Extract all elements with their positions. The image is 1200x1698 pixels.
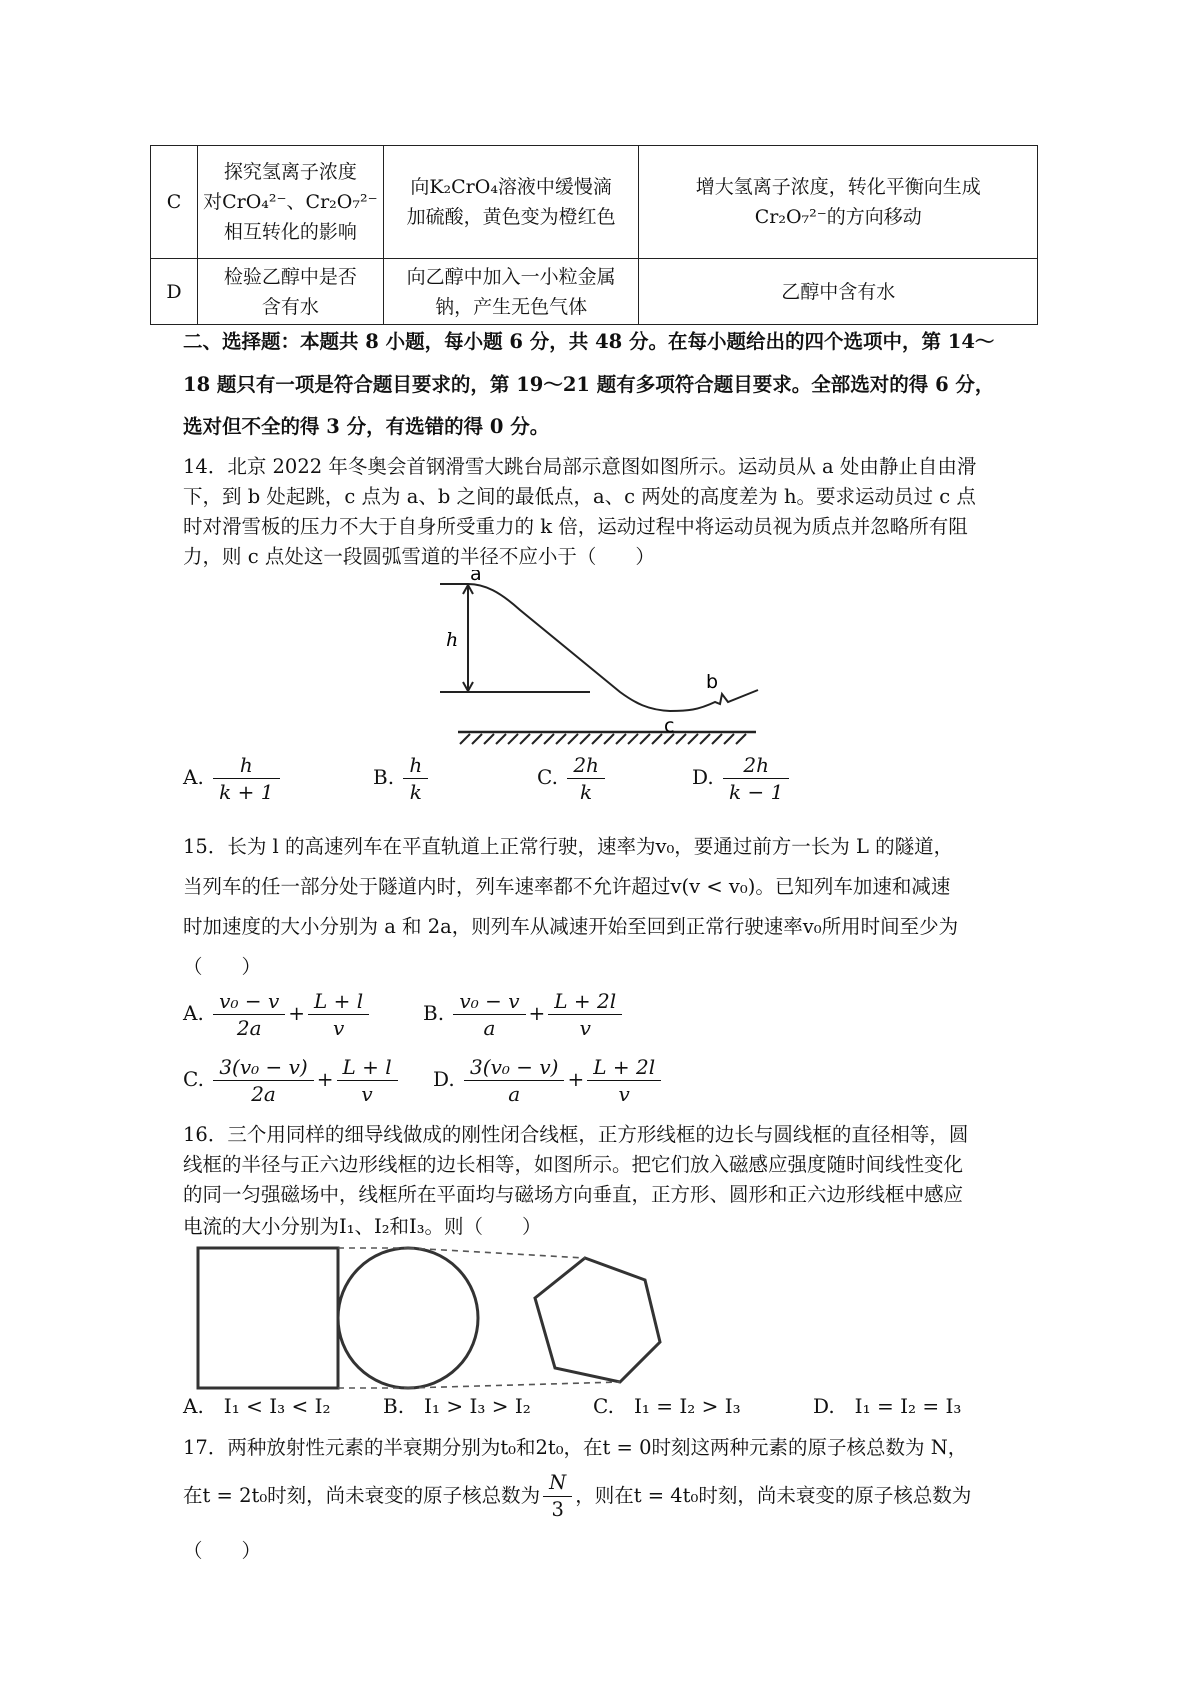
denominator: v <box>579 1016 591 1040</box>
denominator: v <box>332 1016 345 1040</box>
option-b: B. I₁ > I₃ > I₂ <box>383 1394 531 1418</box>
denominator: v <box>618 1082 630 1106</box>
section-heading-line: 18 题只有一项是符合题目要求的，第 19～21 题有多项符合题目要求。全部选对的得 6 分， <box>183 373 995 396</box>
table-cell-operation <box>383 259 639 325</box>
denominator: a <box>483 1016 496 1040</box>
fraction <box>403 752 428 805</box>
option-a: A. I₁ < I₃ < I₂ <box>183 1394 331 1418</box>
denominator: k <box>580 780 593 804</box>
hexagon-frame <box>535 1258 660 1382</box>
numerator: h <box>403 752 428 779</box>
denominator: k <box>409 780 422 804</box>
question-text: 时对滑雪板的压力不大于自身所受重力的 k 倍，运动过程中将运动员视为质点并忽略所有阻 <box>183 515 968 538</box>
numerator: N <box>543 1470 572 1497</box>
fraction <box>464 1054 564 1107</box>
question-text: 17．两种放射性元素的半衰期分别为t₀和2t₀，在t = 0时刻这两种元素的原子核总数为 N， <box>183 1436 968 1459</box>
cell-line: 钠，产生无色气体 <box>435 295 588 318</box>
fraction <box>587 1054 661 1107</box>
ski-slope-figure <box>430 570 760 750</box>
question-text: 时加速度的大小分别为 a 和 2a，则列车从减速开始至回到正常行驶速率v₀所用时间至少为 <box>183 915 959 938</box>
circle-frame <box>338 1248 478 1388</box>
option-label: B. <box>373 765 395 789</box>
section-heading-line: 二、选择题：本题共 8 小题，每小题 6 分，共 48 分。在每小题给出的四个选项中，第 14～ <box>183 330 995 353</box>
square-frame <box>198 1248 338 1388</box>
question-text: 14．北京 2022 年冬奥会首钢滑雪大跳台局部示意图如图所示。运动员从 a 处由静止自由滑 <box>183 455 977 478</box>
table-cell-operation <box>383 146 639 259</box>
dashed-guide <box>408 1382 620 1388</box>
table-cell-conclusion <box>639 146 1038 259</box>
table-cell-conclusion <box>639 259 1038 325</box>
table-cell-purpose <box>197 259 383 325</box>
table-cell-purpose <box>197 146 383 259</box>
fraction <box>337 1054 398 1107</box>
numerator: v₀ − v <box>453 988 525 1015</box>
numerator: 3(v₀ − v) <box>464 1054 564 1081</box>
wire-frames-figure <box>190 1240 710 1390</box>
question-text-line <box>183 1470 971 1520</box>
denominator: 2a <box>251 1082 276 1106</box>
row-label: D <box>151 259 198 325</box>
denominator: k − 1 <box>729 780 784 804</box>
fraction <box>213 1054 313 1107</box>
option-b <box>373 752 431 805</box>
denominator: a <box>508 1082 521 1106</box>
option-label: C. <box>183 1067 204 1091</box>
text-fragment: ，则在t = 4t₀时刻，尚未衰变的原子核总数为 <box>575 1484 972 1507</box>
numerator: v₀ − v <box>213 988 285 1015</box>
option-d: D. I₁ = I₂ = I₃ <box>813 1394 962 1418</box>
option-label: D. <box>692 765 714 789</box>
fraction <box>453 988 525 1041</box>
question-text: 的同一匀强磁场中，线框所在平面均与磁场方向垂直，正方形、圆形和正六边形线框中感应 <box>183 1183 964 1206</box>
cell-line: 向K₂CrO₄溶液中缓慢滴 <box>410 176 612 198</box>
label-a: a <box>470 570 482 585</box>
option-label: B. <box>423 1001 445 1025</box>
question-text: （ ） <box>183 1539 262 1562</box>
fraction <box>543 1470 572 1523</box>
option-d <box>692 752 792 805</box>
fraction <box>723 752 789 805</box>
cell-line: 相互转化的影响 <box>223 221 357 243</box>
cell-line: 检验乙醇中是否 <box>223 265 357 288</box>
option-d: D. $\frac{\text{3(v₀ − v)}}{a}$ + $\frac{L + 2l}{v}$ <box>433 1054 664 1107</box>
fraction <box>548 988 622 1041</box>
section-heading-line: 选对但不全的得 3 分，有选错的得 0 分。 <box>183 415 550 438</box>
question-text: 15．长为 l 的高速列车在平直轨道上正常行驶，速率为v₀，要通过前方一长为 L 的隧道， <box>183 835 954 858</box>
fraction <box>308 988 369 1041</box>
cell-line: 加硫酸，黄色变为橙红色 <box>406 206 616 228</box>
table-row <box>151 259 1038 325</box>
cell-line: 探究氢离子浓度 <box>223 161 357 183</box>
label-h: h <box>446 629 459 651</box>
option-c: C. I₁ = I₂ > I₃ <box>593 1394 741 1418</box>
question-text: 力，则 c 点处这一段圆弧雪道的半径不应小于（ ） <box>183 545 655 568</box>
question-text: 下，到 b 处起跳，c 点为 a、b 之间的最低点，a、c 两处的高度差为 h。要求运动员过 c 点 <box>183 485 976 508</box>
label-b: b <box>706 671 719 693</box>
question-text: 电流的大小分别为I₁、I₂和I₃。则（ ） <box>183 1215 542 1238</box>
option-a: A. $\frac{\text{v₀ − v}}{2a}$ + $\frac{L + l}{v}$ <box>183 988 372 1041</box>
question-text: （ ） <box>183 955 262 978</box>
option-a <box>183 752 283 805</box>
cell-line: Cr₂O₇²⁻的方向移动 <box>754 206 922 228</box>
ground-hatch <box>460 734 746 744</box>
option-c: C. $\frac{\text{3(v₀ − v)}}{2a}$ + $\frac{L + l}{v}$ <box>183 1054 401 1107</box>
numerator: L + 2l <box>548 988 622 1015</box>
numerator: 2h <box>567 752 605 779</box>
fraction <box>213 988 285 1041</box>
numerator: L + 2l <box>587 1054 661 1081</box>
numerator: 2h <box>723 752 789 779</box>
question-text: 线框的半径与正六边形线框的边长相等，如图所示。把它们放入磁感应强度随时间线性变化 <box>183 1153 964 1176</box>
cell-line: 乙醇中含有水 <box>781 280 896 303</box>
denominator: v <box>361 1082 373 1106</box>
fraction <box>567 752 605 805</box>
numerator: L + l <box>337 1054 398 1081</box>
experiment-table <box>150 145 1038 325</box>
option-c <box>537 752 608 805</box>
numerator: 3(v₀ − v) <box>213 1054 313 1081</box>
denominator: 3 <box>551 1498 564 1521</box>
text-fragment: 在t = 2t₀时刻，尚未衰变的原子核总数为 <box>183 1484 541 1507</box>
label-c: c <box>664 715 675 737</box>
option-label: A. <box>183 1001 204 1025</box>
fraction <box>213 752 279 805</box>
option-label: D. <box>433 1067 455 1091</box>
cell-line: 含有水 <box>261 295 319 318</box>
option-b: B. $\frac{\text{v₀ − v}}{a}$ + $\frac{L + 2l}{v}$ <box>423 988 625 1041</box>
question-text: 当列车的任一部分处于隧道内时，列车速率都不允许超过v(v < v₀)。已知列车加速和减速 <box>183 875 951 898</box>
denominator: k + 1 <box>219 780 274 804</box>
row-label: C <box>151 146 198 259</box>
cell-line: 增大氢离子浓度，转化平衡向生成 <box>695 176 981 198</box>
numerator: h <box>213 752 279 779</box>
option-label: A. <box>183 765 204 789</box>
cell-line: 向乙醇中加入一小粒金属 <box>406 265 616 288</box>
denominator: 2a <box>236 1016 262 1040</box>
numerator: L + l <box>308 988 369 1015</box>
cell-line: 对CrO₄²⁻、Cr₂O₇²⁻ <box>203 191 378 213</box>
table-row <box>151 146 1038 259</box>
question-text: 16．三个用同样的细导线做成的刚性闭合线框，正方形线框的边长与圆线框的直径相等，圆 <box>183 1123 969 1146</box>
option-label: C. <box>537 765 558 789</box>
